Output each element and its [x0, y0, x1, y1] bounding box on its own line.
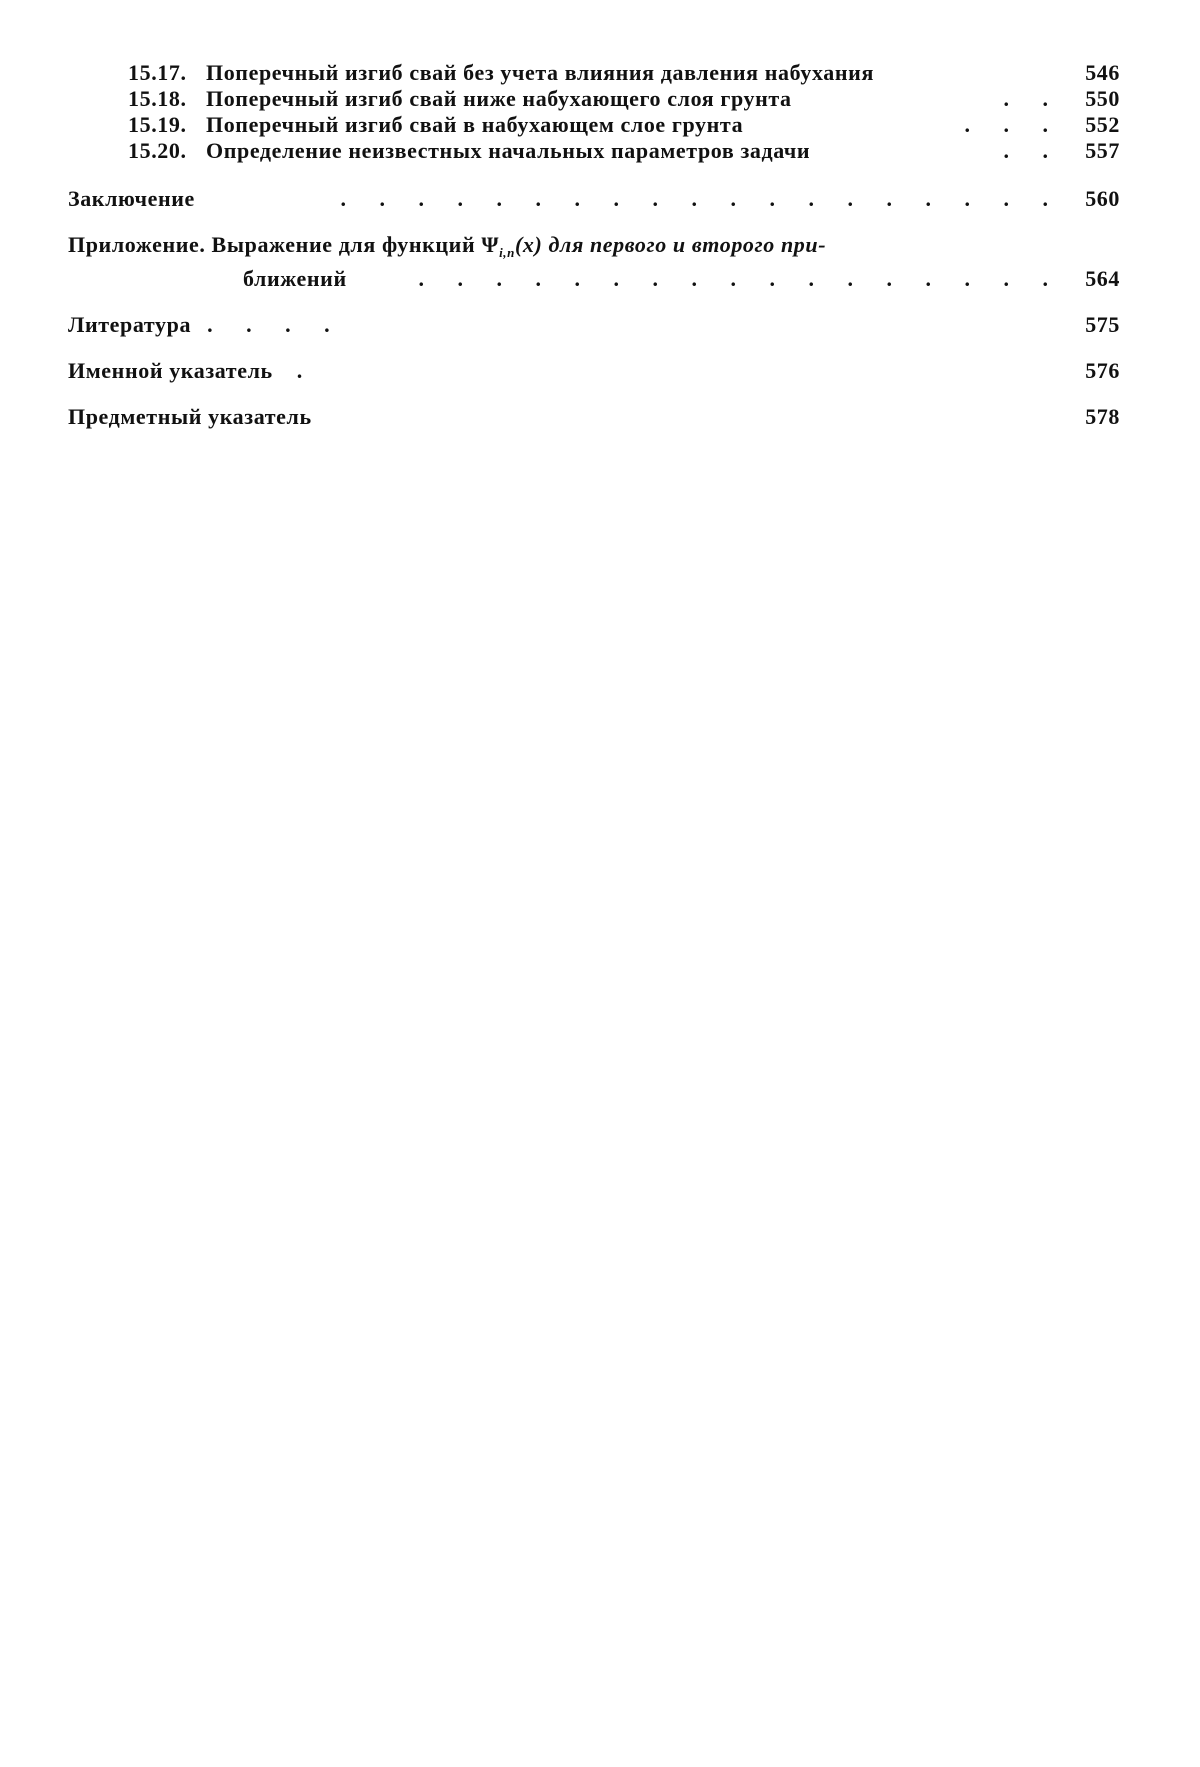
toc-entry-page: 557 [1085, 138, 1120, 163]
toc-entry-number: 15.17. [128, 60, 187, 85]
appendix-title-line2: ближений [243, 266, 347, 291]
toc-entry-title-line2 [68, 266, 1120, 292]
toc-entry-title-line1 [68, 232, 1120, 266]
toc-entry-page: 578 [1085, 404, 1120, 429]
leader-dots: . . . . . . . . . . . . . . . . . . . [340, 186, 1062, 211]
leader-dots: . [296, 358, 317, 383]
leader-dots: . . . [964, 112, 1062, 137]
toc-entry-conclusion[interactable] [68, 186, 1120, 212]
toc-entry-subject-index[interactable] [68, 404, 1120, 430]
toc-entry-15-17[interactable] [68, 60, 1120, 86]
toc-entry-appendix[interactable] [68, 232, 1120, 292]
toc-entry-page: 564 [1085, 266, 1120, 291]
toc-entry-number: 15.18. [128, 86, 187, 111]
leader-dots: . . . . . . . . . . . . . . . . . [418, 266, 1062, 291]
toc-entry-literature[interactable] [68, 312, 1120, 338]
toc-entry-title: Именной указатель [68, 358, 273, 383]
toc-entry-page: 550 [1085, 86, 1120, 111]
formula-subscript: i,n [499, 245, 515, 260]
appendix-title-part2: (x) для первого и второго при- [514, 232, 827, 257]
appendix-title-part1: Приложение. Выражение для функций Ψ [68, 232, 500, 257]
toc-entry-page: 576 [1085, 358, 1120, 383]
toc-entry-title: Поперечный изгиб свай ниже набухающего слоя грунта [206, 86, 792, 111]
toc-entry-title: Литература [68, 312, 192, 337]
toc-entry-title: Заключение [68, 186, 195, 211]
toc-entry-title: Поперечный изгиб свай без учета влияния давления набухания [206, 60, 874, 85]
toc-entry-number: 15.20. [128, 138, 187, 163]
toc-entry-15-20[interactable] [68, 138, 1120, 164]
toc-entry-name-index[interactable] [68, 358, 1120, 384]
toc-entry-number: 15.19. [128, 112, 187, 137]
leader-dots: . . . . [207, 312, 344, 337]
toc-entry-title: Поперечный изгиб свай в набухающем слое грунта [206, 112, 744, 137]
toc-entry-15-19[interactable] [68, 112, 1120, 138]
toc-entry-title: Предметный указатель [68, 404, 312, 429]
table-of-contents [68, 60, 1120, 430]
toc-entry-title: Определение неизвестных начальных параметров задачи [206, 138, 811, 163]
toc-entry-page: 575 [1085, 312, 1120, 337]
toc-entry-page: 552 [1085, 112, 1120, 137]
toc-entry-page: 546 [1085, 60, 1120, 85]
leader-dots: . . [1003, 138, 1062, 163]
leader-dots: . . [1003, 86, 1062, 111]
toc-entry-15-18[interactable] [68, 86, 1120, 112]
toc-entry-page: 560 [1085, 186, 1120, 211]
